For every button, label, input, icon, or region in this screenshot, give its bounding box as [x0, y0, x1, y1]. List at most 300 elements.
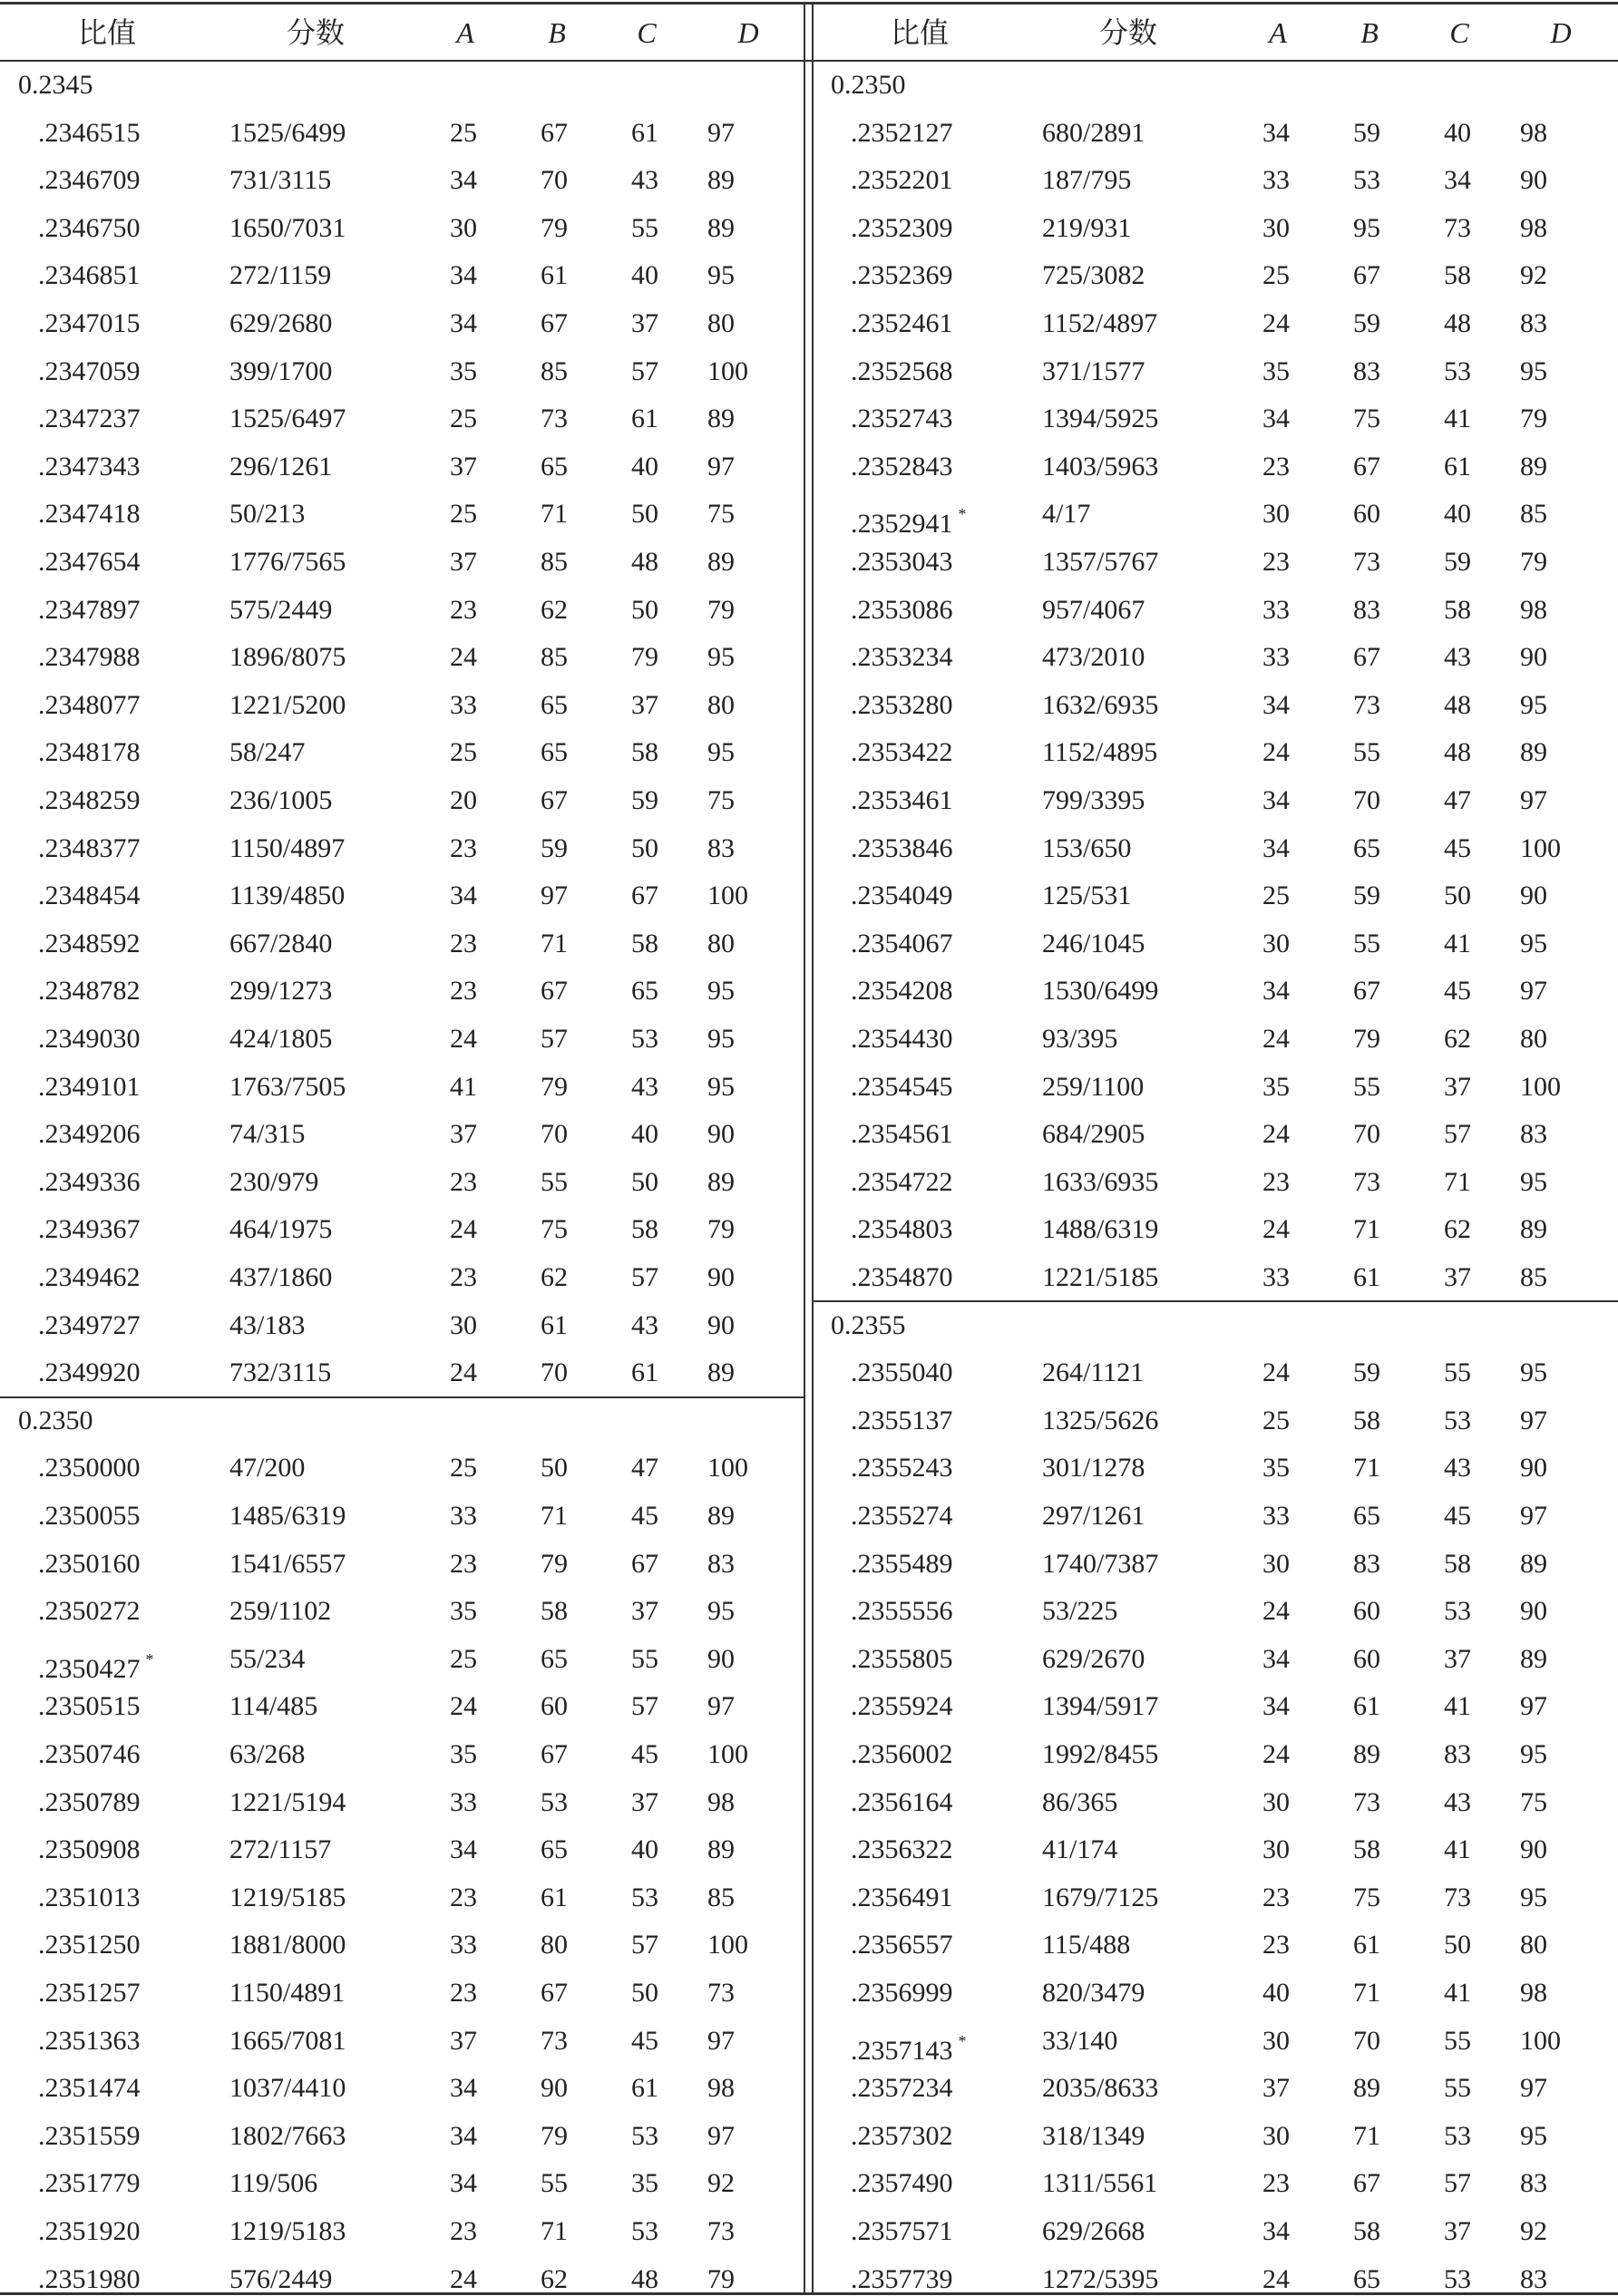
right-b-cell: 65 — [1353, 1501, 1380, 1531]
left-header-ratio: 比值 — [77, 16, 136, 49]
footnote-marker: * — [958, 2031, 967, 2050]
right-d-cell: 95 — [1520, 1357, 1547, 1388]
left-b-cell: 85 — [541, 642, 568, 673]
left-c-cell: 61 — [631, 2073, 658, 2104]
left-d-cell: 98 — [707, 1786, 735, 1817]
right-d-cell: 95 — [1520, 689, 1547, 720]
right-fraction-cell: 684/2905 — [1042, 1119, 1145, 1150]
left-ratio-cell: .2346851 — [38, 260, 141, 291]
right-b-cell: 60 — [1353, 1596, 1380, 1627]
left-b-cell: 97 — [541, 880, 568, 911]
left-ratio-cell: .2351363 — [38, 2025, 141, 2056]
left-b-cell: 71 — [541, 1501, 568, 1531]
right-a-cell: 30 — [1262, 1834, 1290, 1865]
right-d-cell: 100 — [1520, 832, 1561, 863]
left-a-cell: 41 — [450, 1071, 477, 1102]
right-ratio-cell: .2356322 — [851, 1834, 953, 1865]
right-a-cell: 30 — [1262, 212, 1290, 243]
right-c-cell: 41 — [1444, 1978, 1471, 2008]
left-d-cell: 100 — [707, 1739, 748, 1769]
right-fraction-cell: 1394/5917 — [1042, 1691, 1159, 1722]
right-fraction-cell: 115/488 — [1042, 1930, 1131, 1960]
right-fraction-cell: 93/395 — [1042, 1024, 1118, 1054]
left-d-cell: 95 — [707, 1596, 735, 1627]
left-c-cell: 61 — [631, 117, 658, 148]
right-c-cell: 41 — [1444, 404, 1471, 434]
right-c-cell: 58 — [1444, 594, 1471, 625]
right-b-cell: 67 — [1353, 976, 1380, 1007]
right-d-cell: 75 — [1520, 1786, 1547, 1817]
right-ratio-cell: .2353280 — [851, 689, 953, 720]
right-header-a: A — [1269, 16, 1287, 49]
right-d-cell: 95 — [1520, 928, 1547, 958]
right-a-cell: 23 — [1262, 2168, 1290, 2199]
right-c-cell: 61 — [1444, 451, 1471, 482]
right-d-cell: 97 — [1520, 1501, 1547, 1531]
right-b-cell: 89 — [1353, 1739, 1380, 1769]
right-c-cell: 55 — [1444, 2025, 1471, 2056]
right-b-cell: 73 — [1353, 689, 1380, 720]
right-a-cell: 30 — [1262, 1548, 1290, 1579]
right-b-cell: 65 — [1353, 2263, 1380, 2294]
left-d-cell: 89 — [707, 1357, 735, 1388]
right-d-cell: 100 — [1520, 2025, 1561, 2056]
right-group-label: 0.2355 — [831, 1309, 906, 1340]
right-c-cell: 53 — [1444, 2120, 1471, 2151]
right-a-cell: 34 — [1262, 404, 1290, 434]
left-fraction-cell: 1037/4410 — [229, 2073, 346, 2104]
left-d-cell: 92 — [707, 2168, 735, 2199]
left-d-cell: 89 — [707, 165, 735, 196]
left-d-cell: 98 — [707, 2073, 735, 2104]
right-d-cell: 97 — [1520, 2073, 1547, 2104]
right-fraction-cell: 1530/6499 — [1042, 976, 1159, 1007]
left-b-cell: 79 — [541, 2120, 568, 2151]
left-b-cell: 67 — [541, 785, 568, 815]
left-fraction-cell: 236/1005 — [229, 785, 333, 815]
right-b-cell: 58 — [1353, 1834, 1380, 1865]
left-a-cell: 34 — [450, 2073, 477, 2104]
left-c-cell: 43 — [631, 1071, 658, 1102]
right-ratio-cell: .2353846 — [851, 832, 953, 863]
right-a-cell: 35 — [1262, 1453, 1290, 1484]
left-b-cell: 53 — [541, 1786, 568, 1817]
left-c-cell: 67 — [631, 880, 658, 911]
right-ratio-cell: .2352127 — [851, 117, 953, 148]
right-c-cell: 37 — [1444, 1071, 1471, 1102]
left-b-cell: 70 — [541, 1119, 568, 1150]
left-ratio-cell: .2349101 — [38, 1071, 141, 1102]
right-ratio-cell: .2355924 — [851, 1691, 953, 1722]
left-d-cell: 80 — [707, 928, 735, 958]
left-c-cell: 40 — [631, 260, 658, 291]
left-a-cell: 25 — [450, 404, 477, 434]
left-b-cell: 60 — [541, 1691, 568, 1722]
left-ratio-cell: .2347059 — [38, 355, 141, 386]
left-d-cell: 100 — [707, 355, 748, 386]
right-a-cell: 33 — [1262, 642, 1290, 673]
left-b-cell: 90 — [541, 2073, 568, 2104]
left-c-cell: 40 — [631, 1119, 658, 1150]
right-fraction-cell: 153/650 — [1042, 832, 1132, 863]
left-a-cell: 34 — [450, 2168, 477, 2199]
left-b-cell: 67 — [541, 1739, 568, 1769]
right-ratio-cell: .2357234 — [851, 2073, 953, 2104]
right-ratio-cell: .2357302 — [851, 2120, 953, 2151]
left-d-cell: 90 — [707, 1119, 735, 1150]
right-group-label: 0.2350 — [831, 70, 906, 100]
left-a-cell: 33 — [450, 1930, 477, 1960]
left-d-cell: 89 — [707, 212, 735, 243]
left-b-cell: 79 — [541, 212, 568, 243]
left-c-cell: 57 — [631, 1930, 658, 1960]
right-d-cell: 83 — [1520, 1119, 1547, 1150]
left-c-cell: 58 — [631, 737, 658, 768]
left-fraction-cell: 259/1102 — [229, 1596, 332, 1627]
header-rule — [0, 60, 1618, 62]
right-c-cell: 62 — [1444, 1214, 1471, 1245]
left-ratio-cell: .2349920 — [38, 1357, 141, 1388]
right-b-cell: 55 — [1353, 928, 1380, 958]
right-header-fraction: 分数 — [1098, 16, 1157, 49]
left-c-cell: 53 — [631, 1024, 658, 1054]
left-b-cell: 62 — [541, 2263, 568, 2294]
left-c-cell: 65 — [631, 976, 658, 1007]
right-fraction-cell: 264/1121 — [1042, 1357, 1145, 1388]
left-ratio-cell: .2350427 * — [38, 1649, 154, 1684]
right-a-cell: 34 — [1262, 976, 1290, 1007]
right-ratio-cell: .2355805 — [851, 1643, 953, 1674]
right-d-cell: 98 — [1520, 212, 1547, 243]
left-c-cell: 43 — [631, 1309, 658, 1340]
left-d-cell: 83 — [707, 1548, 735, 1579]
right-d-cell: 97 — [1520, 976, 1547, 1007]
left-d-cell: 95 — [707, 1024, 735, 1054]
left-ratio-cell: .2347418 — [38, 499, 141, 530]
right-a-cell: 23 — [1262, 1930, 1290, 1960]
right-c-cell: 43 — [1444, 1786, 1471, 1817]
left-c-cell: 61 — [631, 1357, 658, 1388]
left-fraction-cell: 1665/7081 — [229, 2025, 346, 2056]
left-d-cell: 97 — [707, 1691, 735, 1722]
right-d-cell: 89 — [1520, 1214, 1547, 1245]
right-c-cell: 41 — [1444, 1691, 1471, 1722]
left-b-cell: 62 — [541, 594, 568, 625]
left-b-cell: 85 — [541, 355, 568, 386]
left-b-cell: 59 — [541, 832, 568, 863]
right-b-cell: 58 — [1353, 2216, 1380, 2246]
left-ratio-cell: .2348782 — [38, 976, 141, 1007]
left-b-cell: 62 — [541, 1262, 568, 1292]
right-fraction-cell: 680/2891 — [1042, 117, 1145, 148]
right-ratio-cell: .2356491 — [851, 1882, 953, 1912]
right-d-cell: 89 — [1520, 1548, 1547, 1579]
right-c-cell: 53 — [1444, 1596, 1471, 1627]
left-ratio-cell: .2349030 — [38, 1024, 141, 1054]
left-b-cell: 67 — [541, 308, 568, 338]
right-a-cell: 25 — [1262, 260, 1290, 291]
right-c-cell: 83 — [1444, 1739, 1471, 1769]
left-c-cell: 45 — [631, 1501, 658, 1531]
right-b-cell: 55 — [1353, 737, 1380, 768]
right-d-cell: 95 — [1520, 1882, 1547, 1912]
left-a-cell: 20 — [450, 785, 477, 815]
right-ratio-cell: .2356557 — [851, 1930, 953, 1960]
right-fraction-cell: 1152/4897 — [1042, 308, 1158, 338]
right-d-cell: 90 — [1520, 642, 1547, 673]
left-b-cell: 65 — [541, 451, 568, 482]
right-a-cell: 33 — [1262, 1501, 1290, 1531]
right-b-cell: 67 — [1353, 642, 1380, 673]
right-d-cell: 83 — [1520, 2168, 1547, 2199]
center-rule-right — [812, 2, 814, 2295]
right-a-cell: 33 — [1262, 1262, 1290, 1292]
right-b-cell: 75 — [1353, 1882, 1380, 1912]
left-b-cell: 58 — [541, 1596, 568, 1627]
right-fraction-cell: 1357/5767 — [1042, 547, 1159, 577]
right-a-cell: 24 — [1262, 1357, 1290, 1388]
right-b-cell: 55 — [1353, 1071, 1380, 1102]
right-ratio-cell: .2352941 * — [851, 505, 967, 540]
left-fraction-cell: 1219/5183 — [229, 2216, 346, 2246]
right-a-cell: 40 — [1262, 1978, 1290, 2008]
left-a-cell: 33 — [450, 689, 477, 720]
right-b-cell: 95 — [1353, 212, 1380, 243]
left-fraction-cell: 667/2840 — [229, 928, 333, 958]
left-a-cell: 23 — [450, 928, 477, 958]
left-c-cell: 37 — [631, 1786, 658, 1817]
right-a-cell: 34 — [1262, 117, 1290, 148]
right-fraction-cell: 1311/5561 — [1042, 2168, 1158, 2199]
left-d-cell: 75 — [707, 785, 735, 815]
right-c-cell: 73 — [1444, 1882, 1471, 1912]
left-ratio-cell: .2351980 — [38, 2263, 141, 2294]
left-a-cell: 25 — [450, 499, 477, 530]
right-d-cell: 92 — [1520, 260, 1547, 291]
right-d-cell: 89 — [1520, 1643, 1547, 1674]
left-ratio-cell: .2348454 — [38, 880, 141, 911]
left-ratio-cell: .2349727 — [38, 1309, 141, 1340]
left-fraction-cell: 272/1157 — [229, 1834, 332, 1865]
right-ratio-cell: .2354803 — [851, 1214, 953, 1245]
right-d-cell: 90 — [1520, 880, 1547, 911]
right-fraction-cell: 799/3395 — [1042, 785, 1145, 815]
left-ratio-cell: .2350000 — [38, 1453, 141, 1484]
left-header-fraction: 分数 — [286, 16, 345, 49]
right-a-cell: 34 — [1262, 1643, 1290, 1674]
left-d-cell: 100 — [707, 1930, 748, 1960]
left-b-cell: 73 — [541, 404, 568, 434]
left-ratio-cell: .2347015 — [38, 308, 141, 338]
left-ratio-cell: .2350746 — [38, 1739, 141, 1769]
right-b-cell: 65 — [1353, 832, 1380, 863]
left-fraction-cell: 299/1273 — [229, 976, 333, 1007]
left-fraction-cell: 230/979 — [229, 1166, 319, 1197]
left-ratio-cell: .2351257 — [38, 1978, 141, 2008]
left-fraction-cell: 437/1860 — [229, 1262, 333, 1292]
right-header-c: C — [1449, 16, 1469, 49]
left-ratio-cell: .2346750 — [38, 212, 141, 243]
left-a-cell: 24 — [450, 1214, 477, 1245]
left-a-cell: 23 — [450, 832, 477, 863]
right-c-cell: 40 — [1444, 117, 1471, 148]
left-a-cell: 23 — [450, 1978, 477, 2008]
right-c-cell: 48 — [1444, 737, 1471, 768]
right-fraction-cell: 41/174 — [1042, 1834, 1118, 1865]
left-c-cell: 59 — [631, 785, 658, 815]
left-b-cell: 67 — [541, 1978, 568, 2008]
right-d-cell: 97 — [1520, 785, 1547, 815]
right-fraction-cell: 1632/6935 — [1042, 689, 1159, 720]
left-d-cell: 73 — [707, 2216, 735, 2246]
left-c-cell: 37 — [631, 1596, 658, 1627]
right-d-cell: 95 — [1520, 1166, 1547, 1197]
left-b-cell: 50 — [541, 1453, 568, 1484]
right-ratio-cell: .2352201 — [851, 165, 953, 196]
right-ratio-cell: .2353234 — [851, 642, 953, 673]
left-b-cell: 65 — [541, 1643, 568, 1674]
left-a-cell: 25 — [450, 1453, 477, 1484]
left-d-cell: 73 — [707, 1978, 735, 2008]
left-fraction-cell: 732/3115 — [229, 1357, 332, 1388]
left-ratio-cell: .2347897 — [38, 594, 141, 625]
right-ratio-cell: .2353086 — [851, 594, 953, 625]
left-ratio-cell: .2350789 — [38, 1786, 141, 1817]
left-b-cell: 61 — [541, 1882, 568, 1912]
left-fraction-cell: 1802/7663 — [229, 2120, 346, 2151]
left-ratio-cell: .2350515 — [38, 1691, 141, 1722]
left-c-cell: 79 — [631, 642, 658, 673]
right-fraction-cell: 219/931 — [1042, 212, 1132, 243]
left-ratio-cell: .2350272 — [38, 1596, 141, 1627]
left-ratio-cell: .2348178 — [38, 737, 141, 768]
left-fraction-cell: 575/2449 — [229, 594, 333, 625]
left-ratio-cell: .2350055 — [38, 1501, 141, 1531]
left-a-cell: 34 — [450, 165, 477, 196]
right-fraction-cell: 301/1278 — [1042, 1453, 1145, 1484]
right-b-cell: 59 — [1353, 1357, 1380, 1388]
right-c-cell: 58 — [1444, 260, 1471, 291]
left-fraction-cell: 47/200 — [229, 1453, 306, 1484]
left-b-cell: 61 — [541, 1309, 568, 1340]
right-ratio-cell: .2353043 — [851, 547, 953, 577]
right-c-cell: 55 — [1444, 1357, 1471, 1388]
left-b-cell: 71 — [541, 499, 568, 530]
left-c-cell: 55 — [631, 212, 658, 243]
left-a-cell: 34 — [450, 1834, 477, 1865]
right-a-cell: 23 — [1262, 1882, 1290, 1912]
right-c-cell: 57 — [1444, 2168, 1471, 2199]
right-c-cell: 48 — [1444, 308, 1471, 338]
left-d-cell: 90 — [707, 1309, 735, 1340]
left-ratio-cell: .2350908 — [38, 1834, 141, 1865]
right-c-cell: 55 — [1444, 2073, 1471, 2104]
right-c-cell: 47 — [1444, 785, 1471, 815]
left-fraction-cell: 74/315 — [229, 1119, 306, 1150]
right-d-cell: 97 — [1520, 1405, 1547, 1435]
right-c-cell: 43 — [1444, 642, 1471, 673]
left-ratio-cell: .2350160 — [38, 1548, 141, 1579]
left-b-cell: 70 — [541, 1357, 568, 1388]
left-d-cell: 95 — [707, 737, 735, 768]
left-d-cell: 89 — [707, 404, 735, 434]
right-d-cell: 98 — [1520, 1978, 1547, 2008]
left-c-cell: 47 — [631, 1453, 658, 1484]
left-fraction-cell: 1221/5194 — [229, 1786, 346, 1817]
left-a-cell: 23 — [450, 2216, 477, 2246]
left-d-cell: 79 — [707, 594, 735, 625]
left-fraction-cell: 1150/4897 — [229, 832, 346, 863]
left-a-cell: 24 — [450, 2263, 477, 2294]
right-c-cell: 45 — [1444, 832, 1471, 863]
right-ratio-cell: .2357490 — [851, 2168, 953, 2199]
right-ratio-cell: .2353461 — [851, 785, 953, 815]
left-c-cell: 57 — [631, 1691, 658, 1722]
left-d-cell: 79 — [707, 1214, 735, 1245]
right-ratio-cell: .2354049 — [851, 880, 953, 911]
right-d-cell: 98 — [1520, 117, 1547, 148]
left-c-cell: 53 — [631, 2120, 658, 2151]
left-fraction-cell: 731/3115 — [229, 165, 332, 196]
right-b-cell: 71 — [1353, 1214, 1380, 1245]
right-fraction-cell: 1633/6935 — [1042, 1166, 1159, 1197]
right-c-cell: 50 — [1444, 880, 1471, 911]
right-a-cell: 35 — [1262, 355, 1290, 386]
left-d-cell: 95 — [707, 976, 735, 1007]
right-a-cell: 30 — [1262, 928, 1290, 958]
left-a-cell: 23 — [450, 594, 477, 625]
left-c-cell: 50 — [631, 1166, 658, 1197]
left-ratio-cell: .2351013 — [38, 1882, 141, 1912]
right-ratio-cell: .2352309 — [851, 212, 953, 243]
right-b-cell: 83 — [1353, 594, 1380, 625]
right-fraction-cell: 957/4067 — [1042, 594, 1145, 625]
left-c-cell: 37 — [631, 308, 658, 338]
left-c-cell: 53 — [631, 2216, 658, 2246]
right-b-cell: 60 — [1353, 499, 1380, 530]
right-c-cell: 50 — [1444, 1930, 1471, 1960]
left-a-cell: 30 — [450, 212, 477, 243]
right-d-cell: 85 — [1520, 1262, 1547, 1292]
right-fraction-cell: 125/531 — [1042, 880, 1132, 911]
right-d-cell: 79 — [1520, 547, 1547, 577]
left-b-cell: 70 — [541, 165, 568, 196]
left-d-cell: 79 — [707, 2263, 735, 2294]
left-a-cell: 37 — [450, 1119, 477, 1150]
right-ratio-cell: .2352369 — [851, 260, 953, 291]
right-a-cell: 34 — [1262, 2216, 1290, 2246]
left-b-cell: 80 — [541, 1930, 568, 1960]
left-c-cell: 53 — [631, 1882, 658, 1912]
right-d-cell: 90 — [1520, 1453, 1547, 1484]
right-c-cell: 40 — [1444, 499, 1471, 530]
left-ratio-cell: .2347988 — [38, 642, 141, 673]
right-c-cell: 53 — [1444, 355, 1471, 386]
right-a-cell: 24 — [1262, 1214, 1290, 1245]
right-b-cell: 61 — [1353, 1691, 1380, 1722]
left-fraction-cell: 272/1159 — [229, 260, 332, 291]
left-ratio-cell: .2349462 — [38, 1262, 141, 1292]
left-d-cell: 97 — [707, 451, 735, 482]
left-header-b: B — [548, 16, 566, 49]
right-ratio-cell: .2354208 — [851, 976, 953, 1007]
left-c-cell: 58 — [631, 1214, 658, 1245]
right-fraction-cell: 1488/6319 — [1042, 1214, 1159, 1245]
left-d-cell: 95 — [707, 260, 735, 291]
right-b-cell: 73 — [1353, 1786, 1380, 1817]
right-d-cell: 92 — [1520, 2216, 1547, 2246]
right-a-cell: 34 — [1262, 785, 1290, 815]
